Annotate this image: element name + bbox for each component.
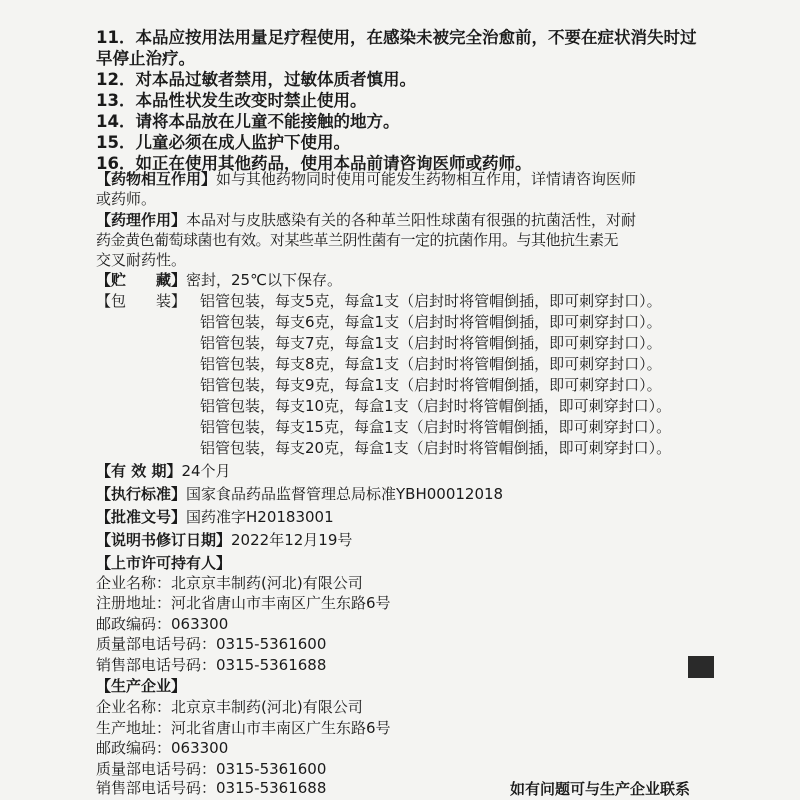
interaction-heading: 【药物相互作用】 — [96, 170, 217, 188]
manufacturer-address: 生产地址：河北省唐山市丰南区广生东路6号 — [96, 719, 391, 737]
packaging-item: 铝管包装，每支6克，每盒1支（启封时将管帽倒插，即可刺穿封口）。 — [200, 313, 662, 331]
precaution-14: 14．请将本品放在儿童不能接触的地方。 — [96, 112, 400, 131]
manufacturer-sales-phone: 销售部电话号码：0315-5361688 — [96, 779, 327, 797]
packaging-item: 铝管包装，每支15克，每盒1支（启封时将管帽倒插，即可刺穿封口）。 — [200, 418, 672, 436]
approval-text: 国药准字H20183001 — [186, 508, 334, 526]
manufacturer-company: 企业名称：北京京丰制药(河北)有限公司 — [96, 698, 363, 716]
holder-sales-phone: 销售部电话号码：0315-5361688 — [96, 656, 327, 674]
packaging-item: 铝管包装，每支9克，每盒1支（启封时将管帽倒插，即可刺穿封口）。 — [200, 376, 662, 394]
validity-section — [96, 461, 231, 481]
footer-contact-note: 如有问题可与生产企业联系 — [509, 780, 690, 798]
standard-heading: 【执行标准】 — [96, 485, 187, 503]
manufacturer-postcode: 邮政编码：063300 — [96, 739, 229, 757]
precaution-12: 12．对本品过敏者禁用，过敏体质者慎用。 — [96, 70, 416, 89]
printer-mark — [688, 656, 714, 678]
pharmacology-text-line2: 药金黄色葡萄球菌也有效。对某些革兰阴性菌有一定的抗菌作用。与其他抗生素无 — [96, 231, 619, 249]
packaging-item: 铝管包装，每支8克，每盒1支（启封时将管帽倒插，即可刺穿封口）。 — [200, 355, 662, 373]
holder-company: 企业名称：北京京丰制药(河北)有限公司 — [96, 574, 363, 592]
holder-heading: 【上市许可持有人】 — [96, 554, 232, 572]
revision-section — [96, 530, 352, 550]
approval-section — [96, 507, 334, 527]
approval-heading: 【批准文号】 — [96, 508, 187, 526]
precaution-15: 15．儿童必须在成人监护下使用。 — [96, 133, 350, 152]
precaution-16: 16．如正在使用其他药品，使用本品前请咨询医师或药师。 — [96, 154, 532, 173]
packaging-item: 铝管包装，每支7克，每盒1支（启封时将管帽倒插，即可刺穿封口）。 — [200, 334, 662, 352]
standard-text: 国家食品药品监督管理总局标准YBH00012018 — [186, 485, 504, 503]
pharmacology-section — [96, 210, 636, 230]
interaction-text-line1: 如与其他药物同时使用可能发生药物相互作用，详情请咨询医师 — [216, 170, 637, 188]
revision-text: 2022年12月19号 — [231, 531, 353, 549]
standard-section — [96, 484, 503, 504]
manufacturer-heading: 【生产企业】 — [96, 677, 187, 695]
holder-address: 注册地址：河北省唐山市丰南区广生东路6号 — [96, 594, 391, 612]
packaging-item: 铝管包装，每支10克，每盒1支（启封时将管帽倒插，即可刺穿封口）。 — [200, 397, 672, 415]
interaction-section — [96, 169, 636, 189]
validity-text: 24个月 — [181, 462, 231, 480]
manufacturer-quality-phone: 质量部电话号码：0315-5361600 — [96, 760, 327, 778]
revision-heading: 【说明书修订日期】 — [96, 531, 232, 549]
storage-text: 密封，25℃以下保存。 — [186, 271, 342, 289]
packaging-heading: 【包 装】 — [96, 292, 187, 310]
interaction-text-line2: 或药师。 — [96, 190, 157, 208]
pharmacology-text-line3: 交叉耐药性。 — [96, 251, 187, 269]
pharmacology-text-line1: 本品对与皮肤感染有关的各种革兰阳性球菌有很强的抗菌活性，对耐 — [186, 211, 637, 229]
storage-section — [96, 270, 342, 290]
holder-quality-phone: 质量部电话号码：0315-5361600 — [96, 635, 327, 653]
pharmacology-heading: 【药理作用】 — [96, 211, 187, 229]
precaution-13: 13．本品性状发生改变时禁止使用。 — [96, 91, 367, 110]
precaution-11-line2: 早停止治疗。 — [96, 49, 195, 68]
packaging-item: 铝管包装，每支5克，每盒1支（启封时将管帽倒插，即可刺穿封口）。 — [200, 292, 662, 310]
validity-heading: 【有 效 期】 — [96, 462, 182, 480]
storage-heading: 【贮 藏】 — [96, 271, 187, 289]
holder-postcode: 邮政编码：063300 — [96, 615, 229, 633]
packaging-item: 铝管包装，每支20克，每盒1支（启封时将管帽倒插，即可刺穿封口）。 — [200, 439, 672, 457]
precaution-11-line1: 11．本品应按用法用量足疗程使用，在感染未被完全治愈前，不要在症状消失时过 — [96, 28, 697, 47]
